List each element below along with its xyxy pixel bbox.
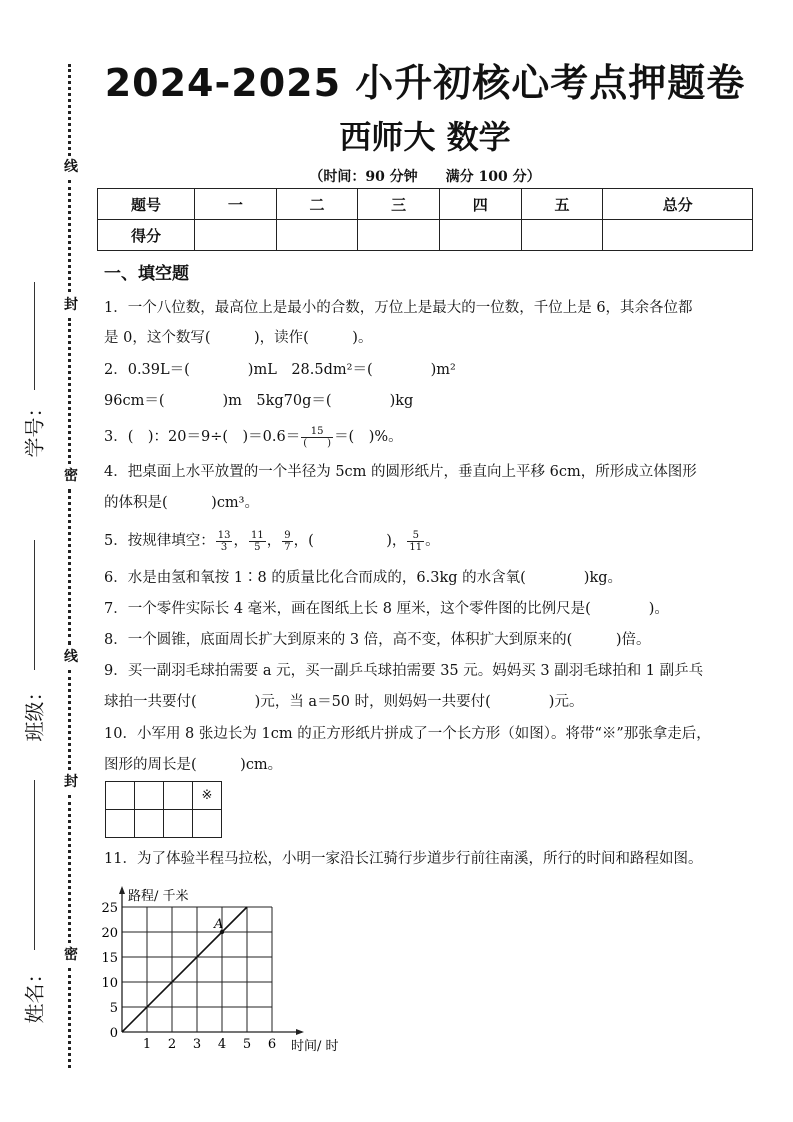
fraction-numerator: 13 bbox=[217, 529, 231, 541]
student-id-label: 学号： bbox=[22, 397, 47, 458]
y-tick-label: 5 bbox=[109, 1001, 118, 1016]
y-tick-label: 0 bbox=[109, 1026, 118, 1041]
score-header-cell: 二 bbox=[276, 189, 358, 220]
x-axis-arrow bbox=[296, 1029, 304, 1035]
binding-char-feng: 封 bbox=[64, 297, 78, 313]
fraction-numerator: 15 bbox=[301, 426, 333, 438]
question-6: 6．水是由氢和氧按 1∶8 的质量比化合而成的，6.3kg 的水含氧( )kg。 bbox=[104, 570, 623, 586]
point-a-label: A bbox=[214, 917, 224, 932]
score-table-header-row bbox=[98, 189, 753, 220]
question-3-fraction bbox=[301, 426, 333, 449]
score-input-cell[interactable] bbox=[358, 220, 440, 251]
square-cell bbox=[135, 782, 164, 810]
question-11: 11．为了体验半程马拉松，小明一家沿长江骑行步道步行前往南溪，所行的时间和路程如图。 bbox=[104, 851, 703, 867]
fraction-denominator: 5 bbox=[254, 541, 261, 553]
question-5-text: 5．按规律填空： bbox=[104, 533, 215, 549]
y-tick-label: 20 bbox=[101, 926, 118, 941]
question-5-fraction bbox=[216, 530, 233, 553]
binding-char-mi: 密 bbox=[64, 468, 78, 484]
class-line[interactable] bbox=[34, 540, 35, 670]
square-cell bbox=[135, 810, 164, 838]
score-header-cell: 一 bbox=[195, 189, 277, 220]
question-9-line1: 9．买一副羽毛球拍需要 a 元，买一副乒乓球拍需要 35 元。妈妈买 3 副羽毛球拍和 1 副乒乓 bbox=[104, 663, 704, 679]
square-cell bbox=[164, 810, 193, 838]
series-line bbox=[122, 907, 247, 1032]
question-10-line1: 10．小军用 8 张边长为 1cm 的正方形纸片拼成了一个长方形（如图）。将带“※”那张拿走后， bbox=[104, 726, 711, 742]
score-header-cell: 题号 bbox=[98, 189, 195, 220]
binding-dotted-line bbox=[68, 318, 71, 464]
x-tick-label: 6 bbox=[267, 1037, 277, 1052]
question-9-line2: 球拍一共要付( )元，当 a＝50 时，则妈妈一共要付( )元。 bbox=[104, 694, 584, 710]
section-fill-blank-title: 一、填空题 bbox=[104, 264, 189, 284]
question-5-blank: ，( )， bbox=[293, 533, 407, 549]
y-tick-label: 10 bbox=[101, 976, 118, 991]
question-1-line2: 是 0，这个数写( )，读作( )。 bbox=[104, 330, 373, 346]
fraction-denominator: 7 bbox=[284, 541, 291, 553]
name-line[interactable] bbox=[34, 780, 35, 950]
score-input-cell[interactable] bbox=[603, 220, 753, 251]
page-subtitle: 西师大 数学 bbox=[339, 118, 511, 156]
x-tick-label: 3 bbox=[192, 1037, 202, 1052]
name-label: 姓名： bbox=[22, 963, 47, 1024]
score-input-cell[interactable] bbox=[521, 220, 603, 251]
score-row-label: 得分 bbox=[98, 220, 195, 251]
binding-dotted-line bbox=[68, 670, 71, 770]
binding-dotted-line bbox=[68, 968, 71, 1068]
question-10-line2: 图形的周长是( )cm。 bbox=[104, 757, 283, 773]
binding-dotted-line bbox=[68, 64, 71, 156]
score-table bbox=[97, 188, 753, 251]
binding-char-xian: 线 bbox=[64, 159, 78, 175]
score-header-cell: 总分 bbox=[603, 189, 753, 220]
fraction-denominator: ( ) bbox=[303, 437, 332, 449]
score-table-score-row bbox=[98, 220, 753, 251]
y-tick-label: 25 bbox=[101, 901, 118, 916]
question-4-line2: 的体积是( )cm³。 bbox=[104, 495, 259, 511]
student-id-line[interactable] bbox=[34, 282, 35, 390]
fraction-denominator: 11 bbox=[409, 541, 423, 553]
y-axis-arrow bbox=[119, 886, 125, 894]
x-axis-label: 时间/ 时 bbox=[291, 1039, 339, 1054]
question-3 bbox=[104, 422, 754, 452]
question-4-line1: 4．把桌面上水平放置的一个半径为 5cm 的圆形纸片，垂直向上平移 6cm，所形成立体图形 bbox=[104, 464, 697, 480]
x-tick-label: 2 bbox=[167, 1037, 177, 1052]
x-tick-label: 4 bbox=[217, 1037, 227, 1052]
question-3-text: 3．( )：20＝9÷( )＝0.6＝ bbox=[104, 429, 301, 445]
question-5-fraction bbox=[282, 530, 292, 553]
score-header-cell: 四 bbox=[439, 189, 521, 220]
square-cell bbox=[164, 782, 193, 810]
square-cell bbox=[106, 782, 135, 810]
binding-dotted-line bbox=[68, 180, 71, 292]
score-header-cell: 五 bbox=[521, 189, 603, 220]
y-tick-label: 15 bbox=[101, 951, 118, 966]
fraction-numerator: 9 bbox=[284, 529, 291, 541]
fraction-denominator: 3 bbox=[220, 541, 228, 553]
score-input-cell[interactable] bbox=[439, 220, 521, 251]
binding-char-feng: 封 bbox=[64, 774, 78, 790]
fraction-numerator: 5 bbox=[407, 530, 424, 542]
time-info: （时间：90 分钟 满分 100 分） bbox=[309, 169, 541, 185]
binding-dotted-line bbox=[68, 489, 71, 645]
question-5-end: 。 bbox=[425, 533, 440, 549]
rectangle-figure bbox=[105, 781, 222, 838]
fraction-numerator: 11 bbox=[250, 529, 264, 541]
question-5-fraction bbox=[407, 530, 424, 553]
square-cell-marked: ※ bbox=[193, 782, 222, 810]
binding-char-xian: 线 bbox=[64, 649, 78, 665]
score-header-cell: 三 bbox=[358, 189, 440, 220]
question-5: 5．按规律填空： $\frac{13}{3}$ ， $\frac{11}{5}$ ， $\frac{9}{7}$ ，( )， $\frac{5}{11}$ 。 bbox=[104, 529, 440, 553]
binding-char-mi: 密 bbox=[64, 947, 78, 963]
question-2-line2: 96cm＝( )m 5kg70g＝( )kg bbox=[104, 393, 414, 409]
question-2-line1: 2．0.39L＝( )mL 28.5dm²＝( )m² bbox=[104, 362, 456, 378]
score-input-cell[interactable] bbox=[276, 220, 358, 251]
page-title: 2024-2025 小升初核心考点押题卷 bbox=[104, 61, 746, 105]
question-3-text-end: ＝( )%。 bbox=[334, 429, 403, 445]
question-1-line1: 1．一个八位数，最高位上是最小的合数，万位上是最大的一位数，千位上是 6，其余各位都 bbox=[104, 300, 693, 316]
question-5-fraction bbox=[249, 530, 266, 553]
y-axis-label: 路程/ 千米 bbox=[128, 889, 189, 904]
score-input-cell[interactable] bbox=[195, 220, 277, 251]
square-cell bbox=[106, 810, 135, 838]
binding-dotted-line bbox=[68, 795, 71, 943]
x-tick-label: 1 bbox=[142, 1037, 152, 1052]
class-label: 班级： bbox=[22, 681, 47, 742]
question-8: 8．一个圆锥，底面周长扩大到原来的 3 倍，高不变，体积扩大到原来的( )倍。 bbox=[104, 632, 651, 648]
question-7: 7．一个零件实际长 4 毫米，画在图纸上长 8 厘米，这个零件图的比例尺是( )。 bbox=[104, 601, 669, 617]
distance-time-chart bbox=[95, 880, 365, 1060]
square-cell bbox=[193, 810, 222, 838]
x-tick-label: 5 bbox=[242, 1037, 252, 1052]
